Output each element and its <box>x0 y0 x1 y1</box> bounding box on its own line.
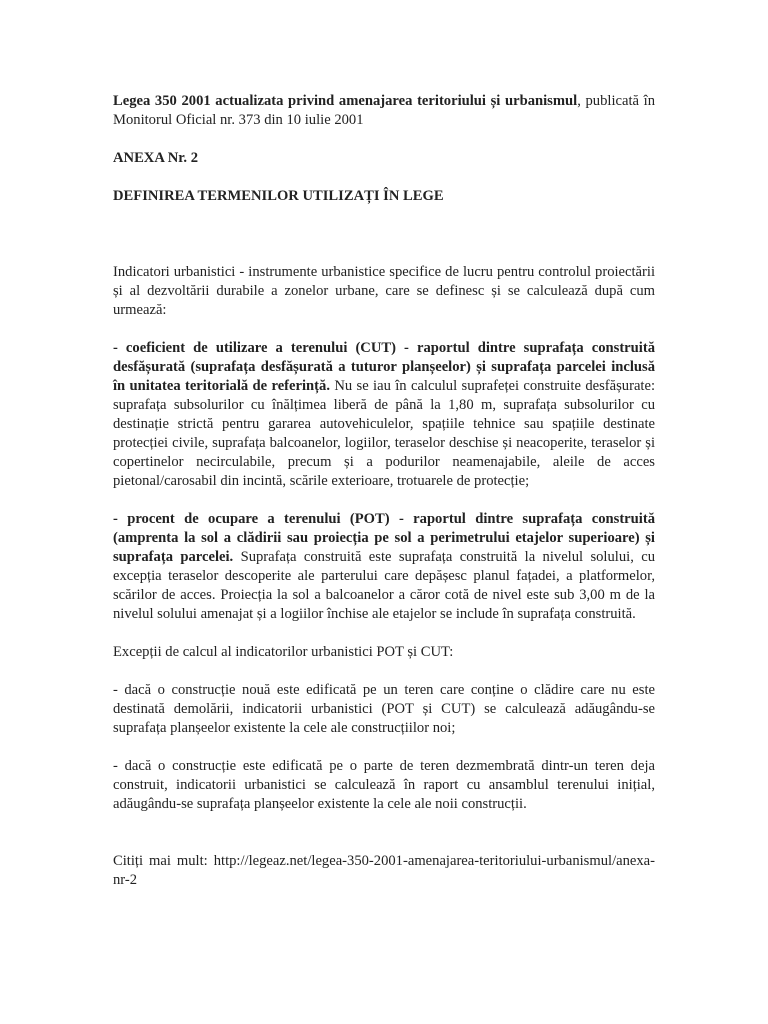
exception-item-1: - dacă o construcție nouă este edificată pe un teren care conține o clădire care nu este destinată demolării, indicatorii urbanistici (POT și CUT) se calculează adăugându-se suprafața planșeelor existente la cele ale construcțiilor noi; <box>113 682 655 736</box>
law-title <box>113 92 655 130</box>
intro-paragraph: Indicatori urbanistici - instrumente urbanistice specifice de lucru pentru controlul proiectării și al dezvoltării durabile a zonelor urbane, care se definesc și se calculează după cum urmează: <box>113 264 655 318</box>
law-title-publication: , publicată în Monitorul Oficial nr. 373 din 10 iulie 2001 <box>113 93 655 128</box>
law-title-bold: Legea 350 2001 actualizata privind amenajarea teritoriului și urbanismul <box>113 93 578 109</box>
annex-heading: ANEXA Nr. 2 <box>113 150 199 166</box>
pot-term: - procent de ocupare a terenului (POT) - raportul dintre suprafața construită (amprenta la sol a clădirii sau proiecția pe sol a perimetrului etajelor superioare) și suprafața parcelei. <box>113 511 655 565</box>
document-page <box>113 92 655 890</box>
exceptions-heading: Excepții de calcul al indicatorilor urbanistici POT și CUT: <box>113 644 454 660</box>
read-more <box>113 852 655 890</box>
exception-item-2: - dacă o construcție este edificată pe o parte de teren dezmembrată dintr-un teren deja construit, indicatorii urbanistici se calculează în raport cu ansamblul terenului inițial, adăugându-se suprafața planșeelor existente la cele ale noii construcții. <box>113 758 655 812</box>
read-more-link[interactable]: http://legeaz.net/legea-350-2001-amenajarea-teritoriului-urbanismul/anexa-nr-2 <box>113 853 656 888</box>
cut-term: - coeficient de utilizare a terenului (CUT) - raportul dintre suprafața construită desfășurată (suprafața desfășurată a tuturor planșeelor) și suprafața parcelei inclusă în unitatea teritorială de referință. <box>113 340 655 394</box>
read-more-label: Citiți mai mult: <box>113 853 208 869</box>
pot-details: Suprafața construită este suprafața construită la nivelul solului, cu excepția teraselor descoperite ale parterului care depășesc planul fațadei, a platformelor, scărilor de acces. Proiecția la sol a balcoanelor a căror cotă de nivel este sub 3,00 m de la nivelul solului amenajat și a logiilor închise ale etajelor se include în suprafața construită. <box>113 549 655 622</box>
cut-details: Nu se iau în calculul suprafeței construite desfășurate: suprafața subsolurilor cu înălțimea liberă de până la 1,80 m, suprafața subsolurilor cu destinație strictă pentru gararea autovehiculelor, spațiile tehnice sau spațiile destinate protecției civile, suprafața balcoanelor, logiilor, teraselor deschise și neacoperite, teraselor și copertinelor necirculabile, precum și a podurilor neamenajabile, aleile de acces pietonal/carosabil din incintă, scările exterioare, trotuarele de protecție; <box>113 378 656 489</box>
pot-definition <box>113 510 655 624</box>
section-heading: DEFINIREA TERMENILOR UTILIZAȚI ÎN LEGE <box>113 188 444 204</box>
cut-definition <box>113 339 655 491</box>
